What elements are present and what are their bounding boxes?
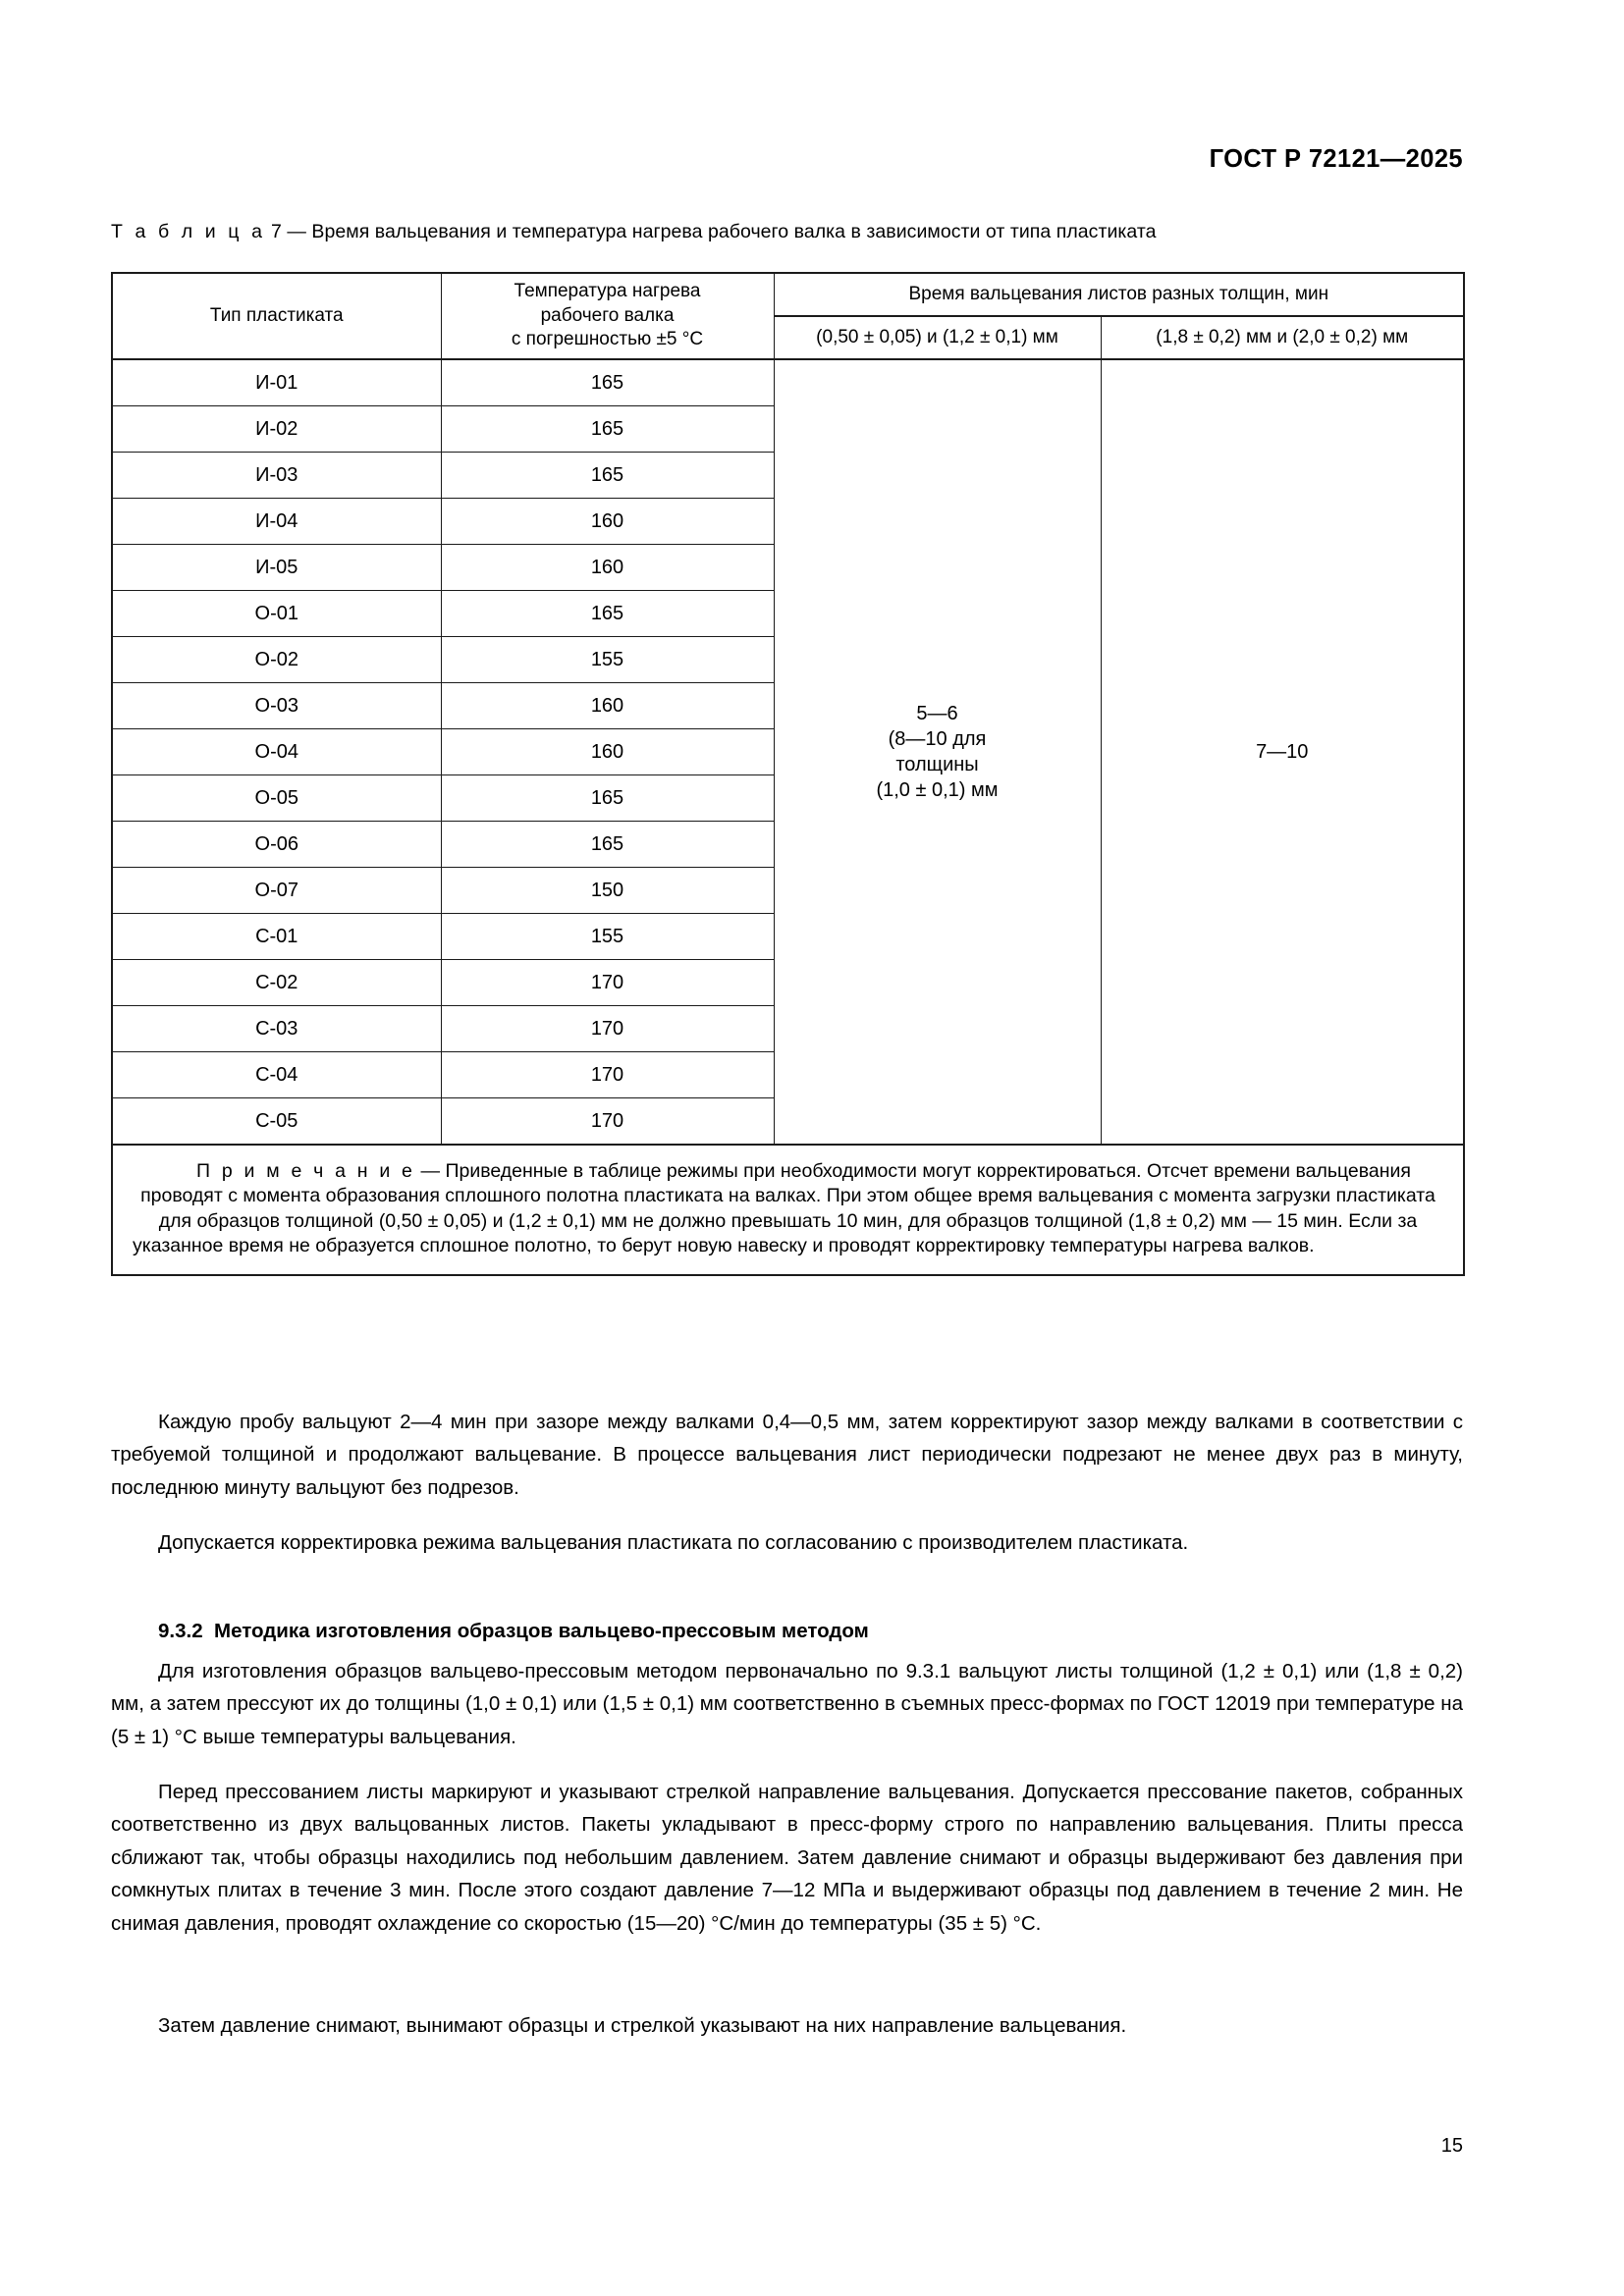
- time-thin-line-2: (8—10 для: [888, 728, 987, 751]
- cell-temperature: 160: [441, 499, 774, 545]
- table-caption-text: Время вальцевания и температура нагрева рабочего валка в зависимости от типа пластиката: [311, 221, 1157, 242]
- body-paragraph-3: Для изготовления образцов вальцево-прессовым методом первоначально по 9.3.1 вальцуют листы толщиной (1,2 ± 0,1) или (1,8 ± 0,2) мм, а затем прессуют их до толщины (1,0 ± 0,1) или (1,5 ± 0,1) мм соответственно в съемных пресс-формах по ГОСТ 12019 при температуре на (5 ± 1) °C выше температуры вальцевания.: [111, 1660, 1463, 1748]
- document-header-standard-ref: ГОСТ Р 72121—2025: [1209, 145, 1463, 173]
- table-caption-dash: —: [287, 221, 306, 242]
- cell-temperature: 160: [441, 729, 774, 775]
- cell-plasticate-type: О-06: [112, 822, 441, 868]
- section-heading-container: [111, 1615, 1463, 1647]
- table-note-label: П р и м е ч а н и е: [196, 1160, 416, 1183]
- header-col-type: Тип пластиката: [112, 273, 441, 359]
- section-title: Методика изготовления образцов вальцево-прессовым методом: [214, 1620, 869, 1642]
- body-paragraph-1-container: [111, 1406, 1463, 1504]
- table-header-row-1: [112, 273, 1464, 316]
- cell-temperature: 165: [441, 453, 774, 499]
- cell-temperature: 160: [441, 545, 774, 591]
- cell-temperature: 170: [441, 960, 774, 1006]
- header-col-thickness-thick: (1,8 ± 0,2) мм и (2,0 ± 0,2) мм: [1101, 316, 1464, 359]
- cell-temperature: 155: [441, 914, 774, 960]
- cell-temperature: 165: [441, 359, 774, 406]
- body-paragraph-5: Затем давление снимают, вынимают образцы и стрелкой указывают на них направление вальцевания.: [158, 2014, 1127, 2037]
- time-thin-line-3: толщины: [895, 754, 979, 776]
- cell-plasticate-type: О-01: [112, 591, 441, 637]
- body-paragraph-3-container: [111, 1655, 1463, 1753]
- cell-temperature: 155: [441, 637, 774, 683]
- cell-plasticate-type: И-04: [112, 499, 441, 545]
- body-paragraph-2: Допускается корректировка режима вальцевания пластиката по согласованию с производителем пластиката.: [158, 1531, 1189, 1554]
- header-temp-line-2: рабочего валка: [540, 304, 675, 326]
- cell-temperature: 160: [441, 683, 774, 729]
- cell-temperature: 165: [441, 775, 774, 822]
- header-temp-line-3: с погрешностью ±5 °C: [511, 329, 704, 350]
- cell-temperature: 170: [441, 1052, 774, 1098]
- table-7: [111, 272, 1465, 1276]
- table-7-container: [111, 272, 1463, 1276]
- cell-temperature: 165: [441, 591, 774, 637]
- header-col-thickness-thin: (0,50 ± 0,05) и (1,2 ± 0,1) мм: [774, 316, 1101, 359]
- body-paragraph-1: Каждую пробу вальцуют 2—4 мин при зазоре между валками 0,4—0,5 мм, затем корректируют зазор между валками в соответствии с требуемой толщиной и продолжают вальцевание. В процессе вальцевания лист периодически подрезают не менее двух раз в минуту, последнюю минуту вальцуют без подрезов.: [111, 1411, 1463, 1499]
- body-paragraph-4: Перед прессованием листы маркируют и указывают стрелкой направление вальцевания. Допускается прессование пакетов, собранных соответственно из двух вальцованных листов. Пакеты укладывают в пресс-форму строго по направлению вальцевания. Плиты пресса сближают так, чтобы образцы находились под небольшим давлением. Затем давление снимают и образцы выдерживают без давления при сомкнутых плитах в течение 3 мин. После этого создают давление 7—12 МПа и выдерживают образцы под давлением в течение 2 мин. Не снимая давления, проводят охлаждение со скоростью (15—20) °C/мин до температуры (35 ± 5) °C.: [111, 1781, 1463, 1935]
- table-note-text: Приведенные в таблице режимы при необходимости могут корректироваться. Отсчет времени вальцевания проводят с момента образования сплошного полотна пластиката на валках. При этом общее время вальцевания с момента загрузки пластиката для образцов толщиной (0,50 ± 0,05) и (1,2 ± 0,1) мм не должно превышать 10 мин, для образцов толщиной (1,8 ± 0,2) мм — 15 мин. Если за указанное время не образуется сплошное полотно, то берут новую навеску и проводят корректировку температуры нагрева валков.: [133, 1160, 1435, 1257]
- cell-plasticate-type: О-03: [112, 683, 441, 729]
- cell-plasticate-type: И-03: [112, 453, 441, 499]
- cell-plasticate-type: С-03: [112, 1006, 441, 1052]
- cell-temperature: 170: [441, 1006, 774, 1052]
- section-heading: [111, 1615, 1463, 1647]
- table-note: [112, 1145, 1464, 1275]
- table-row: [112, 359, 1464, 406]
- cell-plasticate-type: И-01: [112, 359, 441, 406]
- table-caption: [111, 221, 1476, 243]
- cell-plasticate-type: О-07: [112, 868, 441, 914]
- cell-time-thick: 7—10: [1101, 359, 1464, 1145]
- table-caption-label: Т а б л и ц а: [111, 221, 266, 242]
- page-number: 15: [1440, 2135, 1463, 2157]
- cell-plasticate-type: И-02: [112, 406, 441, 453]
- header-col-temperature: [441, 273, 774, 359]
- body-paragraph-4-container: [111, 1776, 1463, 1940]
- cell-plasticate-type: С-05: [112, 1098, 441, 1146]
- cell-temperature: 165: [441, 406, 774, 453]
- cell-plasticate-type: О-02: [112, 637, 441, 683]
- cell-temperature: 170: [441, 1098, 774, 1146]
- time-thin-line-4: (1,0 ± 0,1) мм: [876, 779, 999, 802]
- cell-plasticate-type: О-04: [112, 729, 441, 775]
- cell-plasticate-type: С-02: [112, 960, 441, 1006]
- cell-plasticate-type: О-05: [112, 775, 441, 822]
- cell-temperature: 165: [441, 822, 774, 868]
- time-thin-line-1: 5—6: [916, 703, 958, 725]
- cell-plasticate-type: С-04: [112, 1052, 441, 1098]
- cell-plasticate-type: С-01: [112, 914, 441, 960]
- header-col-time-group: Время вальцевания листов разных толщин, мин: [774, 273, 1464, 316]
- body-paragraph-2-container: [111, 1526, 1463, 1559]
- cell-temperature: 150: [441, 868, 774, 914]
- table-note-row: [112, 1145, 1464, 1275]
- table-note-dash: —: [420, 1160, 441, 1183]
- cell-plasticate-type: И-05: [112, 545, 441, 591]
- cell-time-thin: [774, 359, 1101, 1145]
- body-paragraph-5-container: [111, 2009, 1463, 2042]
- table-caption-number: 7: [271, 221, 282, 242]
- header-temp-line-1: Температура нагрева: [514, 281, 701, 301]
- section-number: 9.3.2: [158, 1620, 203, 1642]
